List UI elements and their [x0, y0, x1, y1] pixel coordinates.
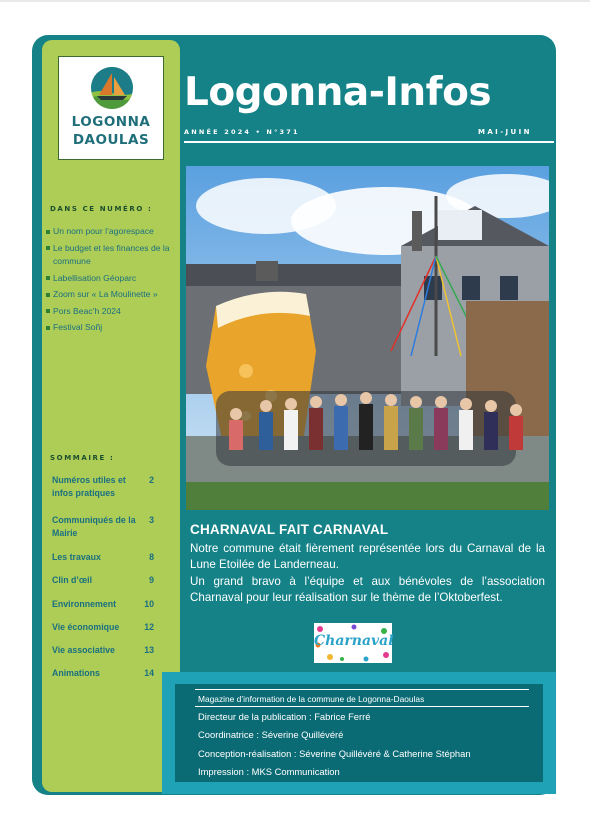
- colophon-director: Directeur de la publication : Fabrice Ferré: [198, 711, 371, 722]
- issue-item[interactable]: Festival Soñj: [46, 321, 178, 335]
- article-title: CHARNAVAL FAIT CARNAVAL: [190, 522, 389, 537]
- summary-entry-page: 8: [149, 552, 154, 562]
- summary-entry[interactable]: [52, 474, 174, 500]
- summary-entry[interactable]: [52, 667, 174, 680]
- colophon-print: Impression : MKS Communication: [198, 766, 340, 777]
- summary-entry-page: 10: [144, 599, 154, 609]
- summary-entry-page: 14: [144, 668, 154, 678]
- summary-entry[interactable]: [52, 514, 174, 540]
- summary-entry-label: Communiqués de la Mairie: [52, 515, 136, 538]
- issue-item[interactable]: Pors Beac’h 2024: [46, 305, 178, 319]
- article-paragraph: Un grand bravo à l’équipe et aux bénévoles de l’association Charnaval pour leur réalisation sur le thème de l’Oktoberfest.: [190, 574, 545, 605]
- summary-entry-label: Numéros utiles et infos pratiques: [52, 475, 126, 498]
- summary-entry-page: 9: [149, 575, 154, 585]
- summary-entry-label: Clin d’œil: [52, 575, 93, 585]
- summary-entry-page: 3: [149, 515, 154, 525]
- colophon-rule-mid: [195, 706, 529, 707]
- masthead-title: Logonna-Infos: [184, 70, 492, 115]
- issue-item[interactable]: Le budget et les finances de la commune: [46, 242, 178, 269]
- summary-entry[interactable]: [52, 598, 174, 611]
- masthead-divider: [184, 141, 554, 143]
- logo-text-line1: LOGONNA: [71, 114, 151, 130]
- in-this-issue-heading: DANS CE NUMÉRO :: [50, 205, 153, 213]
- summary-entry[interactable]: [52, 574, 174, 587]
- charnaval-logo: [314, 623, 392, 663]
- page-top-border: [0, 0, 590, 2]
- summary-entry-page: 12: [144, 622, 154, 632]
- summary-entry-page: 13: [144, 645, 154, 655]
- summary-entry-label: Les travaux: [52, 552, 101, 562]
- issue-item[interactable]: Labellisation Géoparc: [46, 272, 178, 286]
- commune-logo[interactable]: [58, 56, 164, 160]
- colophon-coordinator: Coordinatrice : Séverine Quillévéré: [198, 729, 344, 740]
- summary-entry[interactable]: [52, 621, 174, 634]
- summary-entry-label: Environnement: [52, 599, 117, 609]
- summary-heading: SOMMAIRE :: [50, 454, 115, 462]
- article-body: [190, 541, 545, 607]
- issue-period: MAI-JUIN: [478, 128, 532, 136]
- summary-entry-label: Vie associative: [52, 645, 115, 655]
- summary-entry-label: Vie économique: [52, 622, 120, 632]
- article-paragraph: Notre commune était fièrement représentée lors du Carnaval de la Lune Etoilée de Landerneau.: [190, 542, 545, 572]
- summary-entry-page: 2: [149, 475, 154, 485]
- carnival-photo: [186, 166, 549, 510]
- logo-text-line2: DAOULAS: [72, 132, 150, 148]
- summary-entry[interactable]: [52, 644, 174, 657]
- colophon-rule-top: [195, 689, 529, 690]
- sailboat-emblem-icon: [89, 65, 135, 111]
- charnaval-logo-text: Charnaval: [314, 633, 394, 649]
- in-this-issue-list: [46, 225, 178, 338]
- issue-number: ANNÉE 2024 • N°371: [184, 128, 300, 136]
- summary-entry-label: Animations: [52, 668, 100, 678]
- issue-item[interactable]: Zoom sur « La Moulinette »: [46, 288, 178, 302]
- carnival-photo-illustration: [186, 166, 549, 510]
- colophon-magazine: Magazine d’information de la commune de Logonna-Daoulas: [198, 694, 425, 704]
- issue-item[interactable]: Un nom pour l’agorespace: [46, 225, 178, 239]
- summary-entry[interactable]: [52, 551, 174, 564]
- colophon-design: Conception-réalisation : Séverine Quillévéré & Catherine Stéphan: [198, 748, 471, 759]
